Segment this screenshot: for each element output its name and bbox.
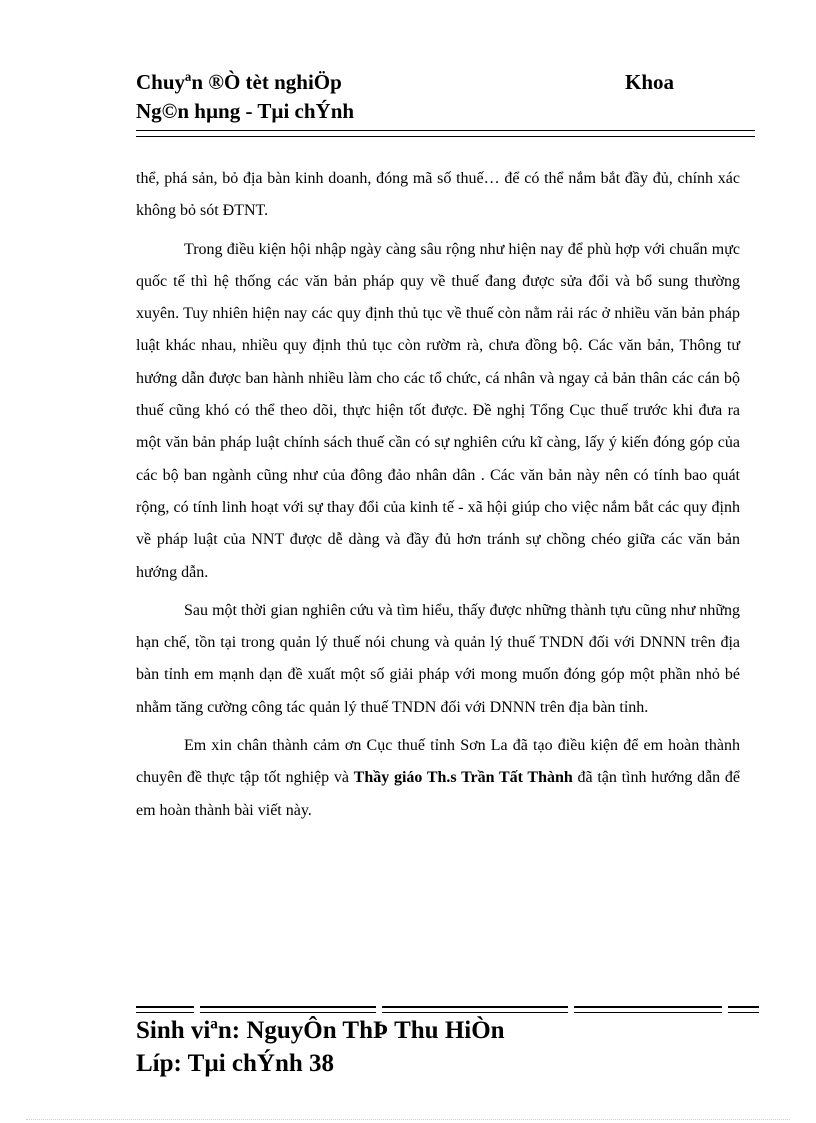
paragraph-2: Trong điều kiện hội nhập ngày càng sâu rộng như hiện nay để phù hợp với chuẩn mực quốc tế thì hệ thống các văn bản pháp quy về thuế đang được sửa đổi và bổ sung thường xuyên. Tuy nhiên hiện nay các quy định thủ tục về thuế còn nằm rải rác ở nhiều văn bản pháp luật khác nhau, nhiều quy định thủ tục còn rườm rà, chưa đồng bộ. Các văn bản, Thông tư hướng dẫn được ban hành nhiều làm cho các tổ chức, cá nhân và ngay cả bản thân các cán bộ thuế cũng khó có thể theo dõi, thực hiện tốt được. Đề nghị Tổng Cục thuế trước khi đưa ra một văn bản pháp luật chính sách thuế cần có sự nghiên cứu kĩ càng, lấy ý kiến đóng góp của các bộ ban ngành cũng như của đông đảo nhân dân . Các văn bản này nên có tính bao quát rộng, có tính linh hoạt với sự thay đổi của kinh tế - xã hội giúp cho việc nắm bắt các quy định về pháp luật của NNT được dễ dàng và đầy đủ hơn tránh sự chồng chéo giữa các văn bản hướng dẫn.	[136, 240, 740, 581]
divider-gap	[568, 1005, 574, 1013]
paragraph-3: Sau một thời gian nghiên cứu và tìm hiểu, thấy được những thành tựu cũng như những hạn chế, tồn tại trong quản lý thuế nói chung và quản lý thuế TNDN đối với DNNN trên địa bàn tỉnh em mạnh dạn đề xuất một số giải pháp với mong muốn đóng góp một phần nhỏ bé nhằm tăng cường công tác quản lý thuế TNDN đối với DNNN trên địa bàn tỉnh.	[136, 601, 740, 716]
page-bottom-border	[26, 1119, 790, 1120]
divider-gap	[376, 1005, 382, 1013]
advisor-name: Thầy giáo Th.s Trần Tất Thành	[353, 769, 573, 787]
header-department: Ng©n hµng - Tµi chÝnh	[136, 99, 355, 123]
document-body	[136, 163, 740, 833]
header-divider	[136, 130, 755, 137]
page-header	[136, 68, 756, 126]
header-title: Chuyªn ®Ò tèt nghiÖp	[136, 70, 342, 94]
paragraph-4-start: Em xin chân thành cảm ơn Cục thuế tỉnh Sơn La đã tạo điều kiện để em hoàn thành chuyên đề thực tập tốt nghiệp và	[136, 737, 740, 787]
divider-gap	[722, 1005, 728, 1013]
header-faculty: Khoa	[624, 70, 674, 94]
paragraph-4-end: đã tận tình hướng dẫn để em hoàn thành bài viết này.	[136, 769, 741, 819]
header-row-1	[136, 68, 756, 97]
footer-divider	[136, 1006, 759, 1013]
paragraph-1: thể, phá sản, bỏ địa bàn kinh doanh, đóng mã số thuế… để có thể nắm bắt đầy đủ, chính xác không bỏ sót ĐTNT.	[136, 170, 740, 220]
paragraph-4	[136, 730, 740, 827]
page-footer	[136, 1014, 756, 1080]
student-class: Líp: Tµi chÝnh 38	[136, 1050, 335, 1077]
student-name: Sinh viªn: NguyÔn ThÞ Thu HiÒn	[136, 1017, 505, 1044]
divider-gap	[194, 1005, 200, 1013]
